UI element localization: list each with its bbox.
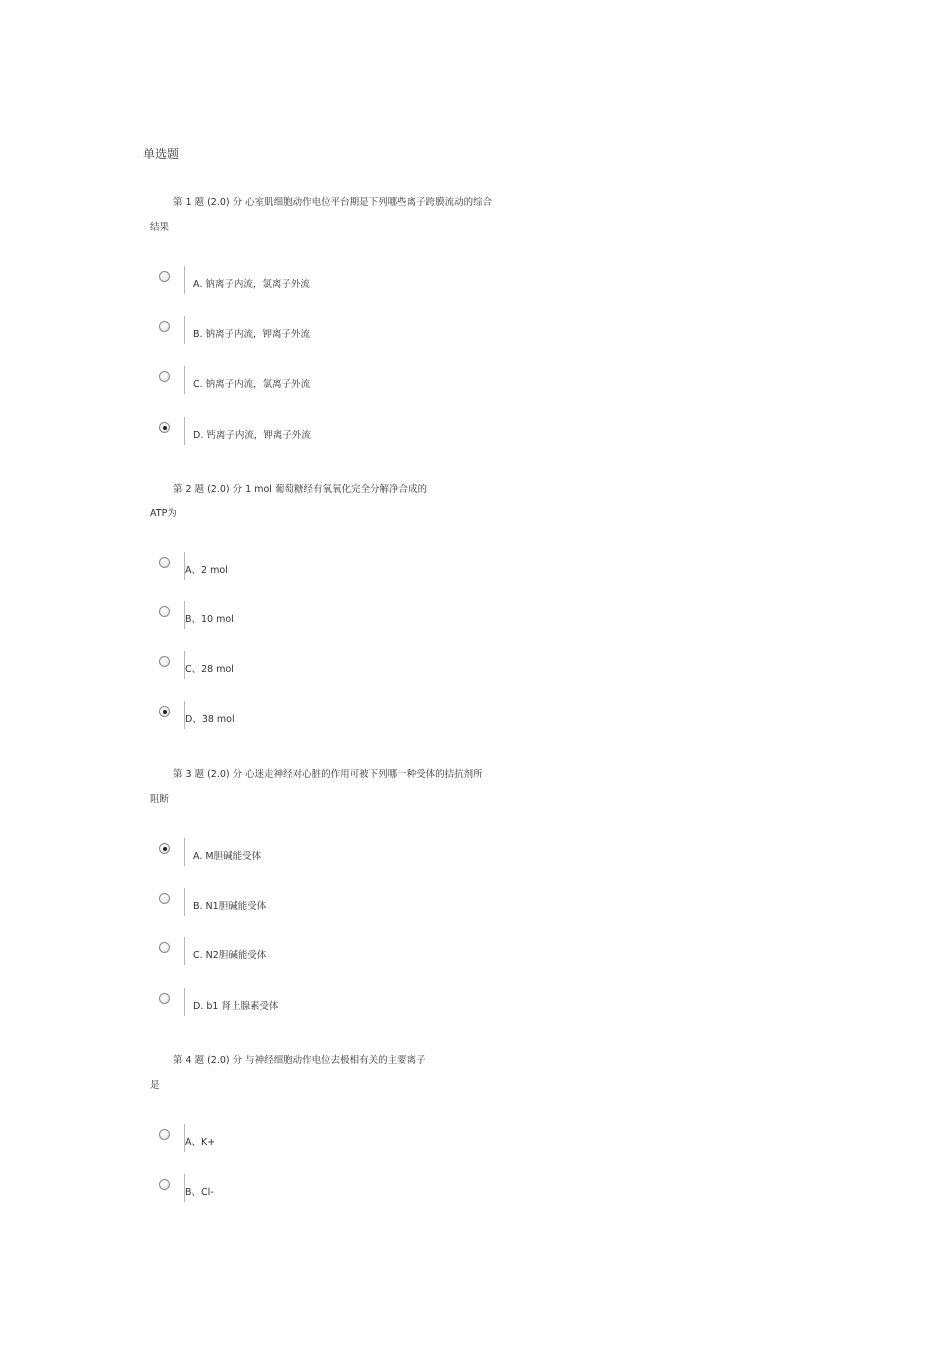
question-2-text: 第 2 题 (2.0) 分 1 mol 葡萄糖经有氧氧化完全分解净合成的 bbox=[173, 484, 427, 495]
radio-button[interactable] bbox=[159, 606, 170, 617]
option-label: B. N1胆碱能受体 bbox=[193, 901, 267, 912]
radio-frame bbox=[155, 552, 185, 580]
question-1-option-d[interactable] bbox=[155, 417, 455, 445]
question-2-option-a[interactable] bbox=[155, 552, 455, 580]
question-2-option-b[interactable] bbox=[155, 601, 455, 629]
question-3-text: 第 3 题 (2.0) 分 心迷走神经对心脏的作用可被下列哪一种受体的拮抗剂所 bbox=[173, 769, 483, 780]
question-1-text: 第 1 题 (2.0) 分 心室肌细胞动作电位平台期是下列哪些离子跨膜流动的综合 bbox=[173, 197, 493, 208]
radio-button-selected[interactable] bbox=[159, 422, 170, 433]
radio-frame bbox=[155, 316, 185, 344]
question-3-option-a[interactable] bbox=[155, 838, 455, 866]
radio-frame bbox=[155, 266, 185, 294]
radio-frame bbox=[155, 651, 185, 679]
question-4-option-a[interactable] bbox=[155, 1124, 455, 1152]
question-2-option-c[interactable] bbox=[155, 651, 455, 679]
radio-frame bbox=[155, 601, 185, 629]
radio-button[interactable] bbox=[159, 893, 170, 904]
radio-button[interactable] bbox=[159, 993, 170, 1004]
radio-button[interactable] bbox=[159, 656, 170, 667]
option-label: C、28 mol bbox=[185, 664, 234, 675]
option-label: D. b1 肾上腺素受体 bbox=[193, 1001, 279, 1012]
option-label: C. N2胆碱能受体 bbox=[193, 950, 267, 961]
question-1-option-b[interactable] bbox=[155, 316, 455, 344]
question-1-option-a[interactable] bbox=[155, 266, 455, 294]
radio-button[interactable] bbox=[159, 1179, 170, 1190]
radio-frame bbox=[155, 417, 185, 445]
question-2-option-d[interactable] bbox=[155, 701, 455, 729]
radio-frame bbox=[155, 1174, 185, 1202]
option-label: A. 钠离子内流，氯离子外流 bbox=[193, 279, 310, 290]
option-label: A、2 mol bbox=[185, 565, 228, 576]
radio-frame bbox=[155, 701, 185, 729]
option-label: A. M胆碱能受体 bbox=[193, 851, 262, 862]
option-label: C. 钠离子内流，氯离子外流 bbox=[193, 379, 311, 390]
question-1-text-cont: 结果 bbox=[150, 222, 170, 233]
question-4-text: 第 4 题 (2.0) 分 与神经细胞动作电位去极相有关的主要离子 bbox=[173, 1055, 426, 1066]
radio-button-selected[interactable] bbox=[159, 843, 170, 854]
question-2-text-cont: ATP为 bbox=[150, 508, 177, 519]
question-3-option-d[interactable] bbox=[155, 988, 455, 1016]
radio-frame bbox=[155, 1124, 185, 1152]
radio-button[interactable] bbox=[159, 371, 170, 382]
question-1-option-c[interactable] bbox=[155, 366, 455, 394]
section-title: 单选题 bbox=[143, 147, 180, 161]
option-label: B、10 mol bbox=[185, 614, 234, 625]
option-label: A、K+ bbox=[185, 1137, 216, 1148]
radio-button[interactable] bbox=[159, 1129, 170, 1140]
radio-button[interactable] bbox=[159, 271, 170, 282]
question-4-option-b[interactable] bbox=[155, 1174, 455, 1202]
radio-frame bbox=[155, 366, 185, 394]
radio-button[interactable] bbox=[159, 321, 170, 332]
radio-frame bbox=[155, 988, 185, 1016]
question-3-text-cont: 阻断 bbox=[150, 794, 170, 805]
radio-frame bbox=[155, 937, 185, 965]
question-3-option-c[interactable] bbox=[155, 937, 455, 965]
radio-button[interactable] bbox=[159, 557, 170, 568]
option-label: D. 钙离子内流，钾离子外流 bbox=[193, 430, 311, 441]
radio-button[interactable] bbox=[159, 942, 170, 953]
option-label: B、Cl- bbox=[185, 1187, 214, 1198]
option-label: B. 钠离子内流，钾离子外流 bbox=[193, 329, 311, 340]
question-4-text-cont: 是 bbox=[150, 1080, 160, 1091]
question-3-option-b[interactable] bbox=[155, 888, 455, 916]
radio-frame bbox=[155, 888, 185, 916]
option-label: D、38 mol bbox=[185, 714, 235, 725]
radio-frame bbox=[155, 838, 185, 866]
radio-button-selected[interactable] bbox=[159, 706, 170, 717]
